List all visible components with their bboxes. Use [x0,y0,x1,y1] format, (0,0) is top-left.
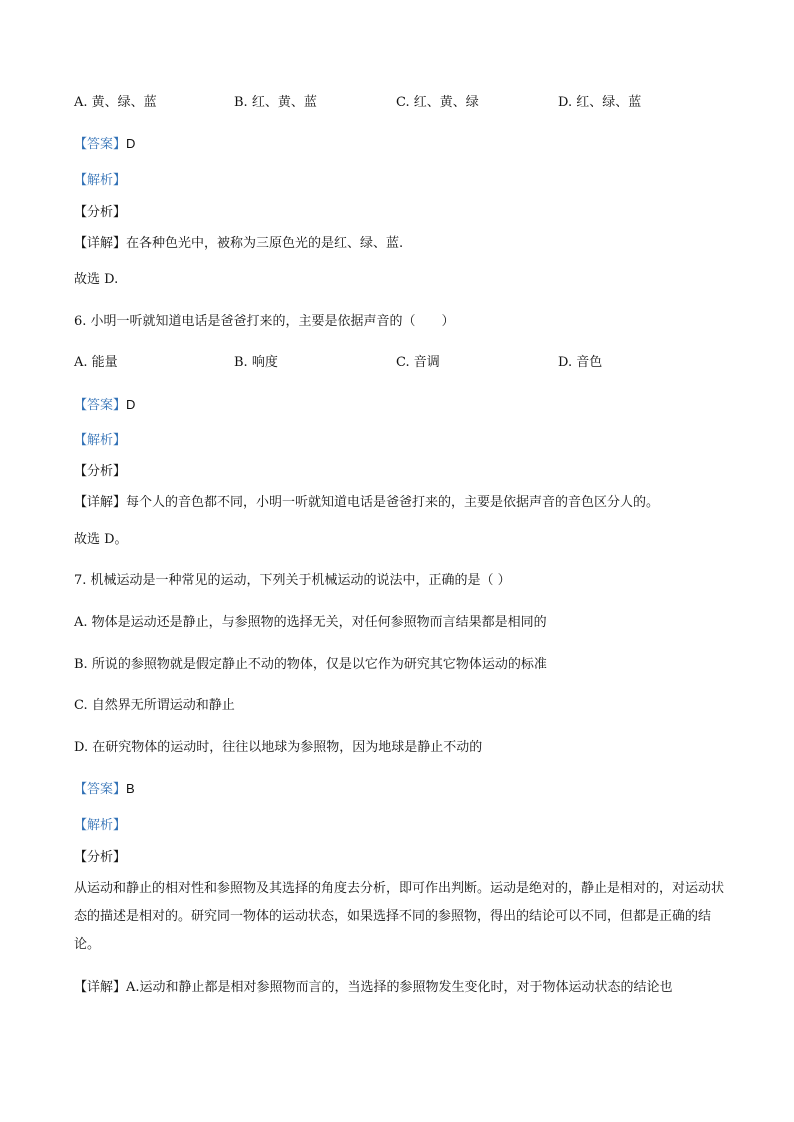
q6-jiexi-tag: 【解析】 [74,433,127,448]
q6-option-b: B. 响度 [234,355,278,370]
detail-tag: 【详解】 [74,495,127,510]
answer-tag: 【答案】 [74,398,127,413]
q6-answer-line [74,396,135,415]
q7-detail-line [74,979,673,997]
q6-option-d: D. 音色 [558,355,603,370]
answer-value: D [126,136,136,151]
q5-answer-line [74,135,135,154]
q6-conclusion: 故选 D。 [74,532,128,547]
q6-detail-line [74,494,659,512]
q6-question: 6. 小明一听就知道电话是爸爸打来的，主要是依据声音的（ ） [74,314,455,329]
q5-option-c: C. 红、黄、绿 [396,95,479,110]
answer-tag: 【答案】 [74,137,127,152]
q6-fenxi-tag: 【分析】 [74,464,127,479]
q6-option-c: C. 音调 [396,355,440,370]
detail-tag: 【详解】 [74,236,127,251]
q5-detail-line [74,235,403,253]
answer-tag: 【答案】 [74,782,127,797]
answer-value: B [126,781,135,796]
q5-option-d: D. 红、绿、蓝 [558,95,642,110]
q7-question: 7. 机械运动是一种常见的运动，下列关于机械运动的说法中，正确的是（ ） [74,573,511,588]
q6-option-a: A. 能量 [74,355,118,370]
q7-answer-line [74,780,135,799]
answer-value: D [126,397,136,412]
q7-option-c: C. 自然界无所谓运动和静止 [74,698,235,713]
q7-option-d: D. 在研究物体的运动时，往往以地球为参照物，因为地球是静止不动的 [74,740,483,755]
q5-option-b: B. 红、黄、蓝 [234,95,317,110]
q5-fenxi-tag: 【分析】 [74,205,127,220]
detail-text: 每个人的音色都不同，小明一听就知道电话是爸爸打来的，主要是依据声音的音色区分人的。 [126,495,660,510]
detail-text: A.运动和静止都是相对参照物而言的，当选择的参照物发生变化时，对于物体运动状态的结论也 [126,980,673,995]
q5-option-a: A. 黄、绿、蓝 [74,95,157,110]
q7-analysis: 从运动和静止的相对性和参照物及其选择的角度去分析，即可作出判断。运动是绝对的，静止是相对的，对运动状态的描述是相对的。研究同一物体的运动状态，如果选择不同的参照物，得出的结论可以不同，但都是正确的结论。 [74,881,725,952]
detail-tag: 【详解】 [74,980,127,995]
q5-conclusion: 故选 D. [74,272,119,287]
q7-jiexi-tag: 【解析】 [74,818,127,833]
q7-option-a: A. 物体是运动还是静止，与参照物的选择无关，对任何参照物而言结果都是相同的 [74,615,547,630]
q5-jiexi-tag: 【解析】 [74,173,127,188]
q7-fenxi-tag: 【分析】 [74,850,127,865]
detail-text: 在各种色光中，被称为三原色光的是红、绿、蓝. [126,236,404,251]
q7-option-b: B. 所说的参照物就是假定静止不动的物体，仅是以它作为研究其它物体运动的标准 [74,657,547,672]
